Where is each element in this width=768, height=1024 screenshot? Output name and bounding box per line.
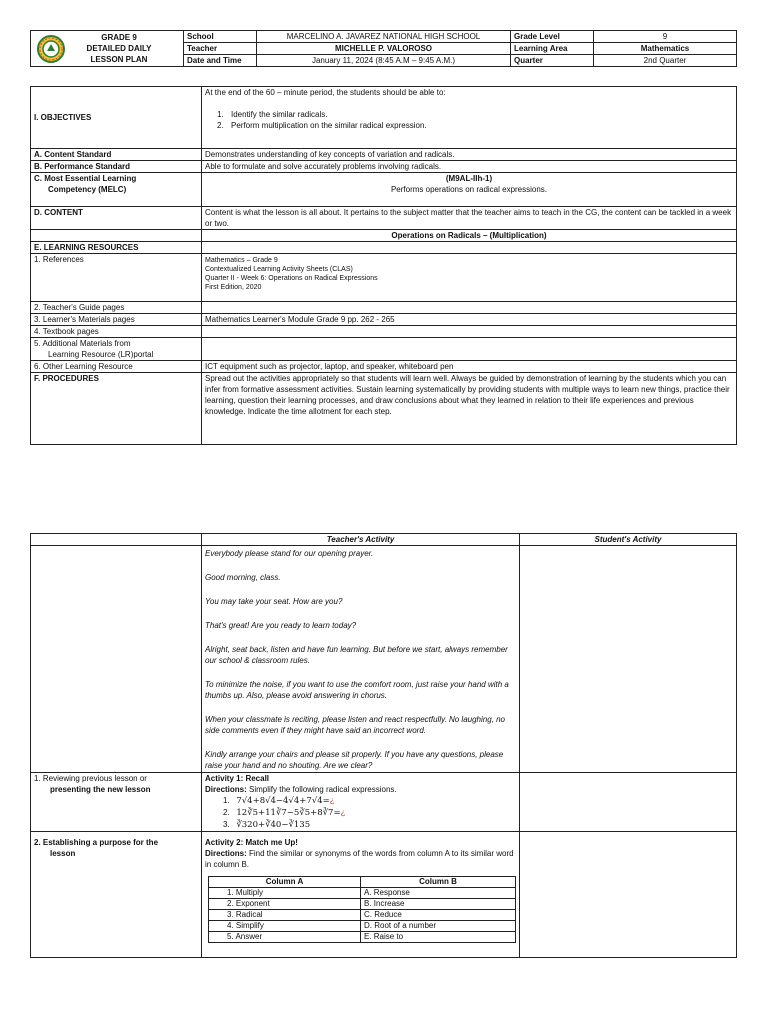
teachers-guide-value	[202, 302, 737, 314]
header-table	[30, 30, 737, 67]
learning-area-label: Learning Area	[511, 43, 594, 55]
match-directions: Directions: Find the similar or synonyms of the words from column A to its similar word in column B.	[205, 849, 514, 869]
column-a-item: 1. Multiply	[209, 888, 361, 899]
other-resources-value: ICT equipment such as projector, laptop, and speaker, whiteboard pen	[202, 361, 737, 373]
additional-materials-value	[202, 338, 737, 361]
content-text: Content is what the lesson is all about. It pertains to the subject matter that the teacher aims to teach in the CG, the content can be tackled in a week or two.	[205, 208, 732, 228]
objective-item: 2. Perform multiplication on the similar radical expression.	[217, 121, 427, 130]
opening-line: Alright, seat back, listen and have fun learning. But before we start, always remember our school & classroom rules.	[205, 645, 508, 665]
activity-header-blank	[31, 534, 202, 546]
content-standard-value: Demonstrates understanding of key concepts of variation and radicals.	[202, 149, 737, 161]
recall-items	[205, 795, 516, 831]
title-line-plan: LESSON PLAN	[90, 55, 148, 64]
learners-materials-value: Mathematics Learner's Module Grade 9 pp. 262 - 265	[202, 314, 737, 326]
objectives-table	[30, 86, 737, 445]
school-seal-icon	[37, 35, 65, 63]
reference-line: First Edition, 2020	[205, 284, 262, 291]
objectives-list	[205, 109, 733, 131]
column-a-item: 2. Exponent	[209, 899, 361, 910]
content-topic-blank	[31, 230, 202, 242]
teacher-label: Teacher	[184, 43, 257, 55]
column-b-item: A. Response	[361, 888, 516, 899]
references-value	[202, 254, 737, 302]
other-resources-label: 6. Other Learning Resource	[31, 361, 202, 373]
step2-label: 2. Establishing a purpose for the lesson	[31, 832, 202, 958]
melc-label: C. Most Essential Learning Competency (MELC)	[31, 173, 202, 207]
performance-standard-label: B. Performance Standard	[31, 161, 202, 173]
opening-line: To minimize the noise, if you want to use the comfort room, just raise your hand with a thumbs up. Also, please avoid answering in chorus.	[205, 680, 509, 700]
opening-line: When your classmate is reciting, please listen and react respectfully. No laughing, no side comments even if they might have said an incorrect word.	[205, 715, 506, 735]
recall-directions: Directions: Simplify the following radical expressions.	[205, 785, 397, 794]
objectives-intro: At the end of the 60 – minute period, the students should be able to:	[205, 88, 446, 97]
objective-item: 1. Identify the similar radicals.	[217, 110, 328, 119]
reference-line: Quarter II - Week 6: Operations on Radical Expressions	[205, 275, 378, 282]
opening-routine	[202, 546, 520, 773]
column-b-item: E. Raise to	[361, 932, 516, 943]
grade-level-label: Grade Level	[511, 31, 594, 43]
melc-code: (M9AL-IIh-1)	[445, 174, 493, 183]
column-b-item: C. Reduce	[361, 910, 516, 921]
content-value	[202, 207, 737, 230]
procedures-label: F. PROCEDURES	[31, 373, 202, 445]
references-label: 1. References	[31, 254, 202, 302]
match-activity	[202, 832, 520, 958]
column-a-header: Column A	[209, 877, 361, 888]
column-b-header: Column B	[361, 877, 516, 888]
additional-materials-label: 5. Additional Materials from Learning Resource (LR)portal	[31, 338, 202, 361]
lesson-plan-title	[75, 32, 163, 65]
learning-area-value: Mathematics	[594, 43, 737, 55]
opening-line: Good morning, class.	[205, 573, 281, 582]
column-b-item: D. Root of a number	[361, 921, 516, 932]
content-topic: Operations on Radicals – (Multiplication)	[202, 230, 737, 242]
opening-label-blank	[31, 546, 202, 773]
school-label: School	[184, 31, 257, 43]
opening-line: That's great! Are you ready to learn today?	[205, 621, 357, 630]
recall-student-cell	[520, 773, 737, 832]
objectives-cell	[202, 87, 737, 149]
recall-activity	[202, 773, 520, 832]
learning-resources-value	[202, 242, 737, 254]
textbook-pages-label: 4. Textbook pages	[31, 326, 202, 338]
objectives-label: I. OBJECTIVES	[31, 87, 202, 149]
header-logo-cell	[31, 31, 184, 67]
activity-table	[30, 533, 737, 958]
match-student-cell	[520, 832, 737, 958]
recall-title: Activity 1: Recall	[205, 774, 270, 783]
match-title: Activity 2: Match me Up!	[205, 838, 298, 847]
recall-item: 1. 7√4+8√4−4√4+7√4=¿	[223, 796, 335, 806]
match-table	[208, 876, 516, 943]
title-line-grade: GRADE 9	[101, 33, 137, 42]
student-activity-header: Student's Activity	[520, 534, 737, 546]
recall-item: 3. ∛320+∛40−∛135	[223, 820, 311, 830]
melc-value	[202, 173, 737, 207]
melc-text: Performs operations on radical expressions.	[390, 185, 548, 194]
opening-line: Kindly arrange your chairs and please sit properly. If you have any questions, please raise your hand and no shouting. Are we clear?	[205, 750, 504, 770]
column-b-item: B. Increase	[361, 899, 516, 910]
teachers-guide-label: 2. Teacher's Guide pages	[31, 302, 202, 314]
opening-line: Everybody please stand for our opening prayer.	[205, 549, 374, 558]
quarter-label: Quarter	[511, 55, 594, 67]
content-standard-label: A. Content Standard	[31, 149, 202, 161]
quarter-value: 2nd Quarter	[594, 55, 737, 67]
opening-student-cell	[520, 546, 737, 773]
content-label: D. CONTENT	[31, 207, 202, 230]
reference-line: Contextualized Learning Activity Sheets (CLAS)	[205, 266, 353, 273]
teacher-activity-header: Teacher's Activity	[202, 534, 520, 546]
column-a-item: 4. Simplify	[209, 921, 361, 932]
teacher-value: MICHELLE P. VALOROSO	[257, 43, 511, 55]
date-time-value: January 11, 2024 (8:45 A.M – 9:45 A.M.)	[257, 55, 511, 67]
grade-level-value: 9	[594, 31, 737, 43]
date-time-label: Date and Time	[184, 55, 257, 67]
recall-item: 2. 12∛5+11∛7−5∛5+8∛7=¿	[223, 808, 346, 818]
procedures-value: Spread out the activities appropriately so that students will learn well. Always be guided by demonstration of learning by the students which you can infer from formative assessment activities. Sustain learning systematically by providing students with multiple ways to learn new things, practice their learning, question their learning processes, and draw conclusions about what they learned in relation to their life experiences and previous knowledge. Indicate the time allotment for each step.	[202, 373, 737, 445]
textbook-pages-value	[202, 326, 737, 338]
column-a-item: 3. Radical	[209, 910, 361, 921]
title-line-detailed: DETAILED DAILY	[86, 44, 152, 53]
reference-line: Mathematics – Grade 9	[205, 257, 278, 264]
opening-line: You may take your seat. How are you?	[205, 597, 343, 606]
learners-materials-label: 3. Learner's Materials pages	[31, 314, 202, 326]
step1-label: 1. Reviewing previous lesson or presenting the new lesson	[31, 773, 202, 832]
school-value: MARCELINO A. JAVAREZ NATIONAL HIGH SCHOOL	[257, 31, 511, 43]
learning-resources-label: E. LEARNING RESOURCES	[31, 242, 202, 254]
column-a-item: 5. Answer	[209, 932, 361, 943]
performance-standard-value: Able to formulate and solve accurately problems involving radicals.	[202, 161, 737, 173]
